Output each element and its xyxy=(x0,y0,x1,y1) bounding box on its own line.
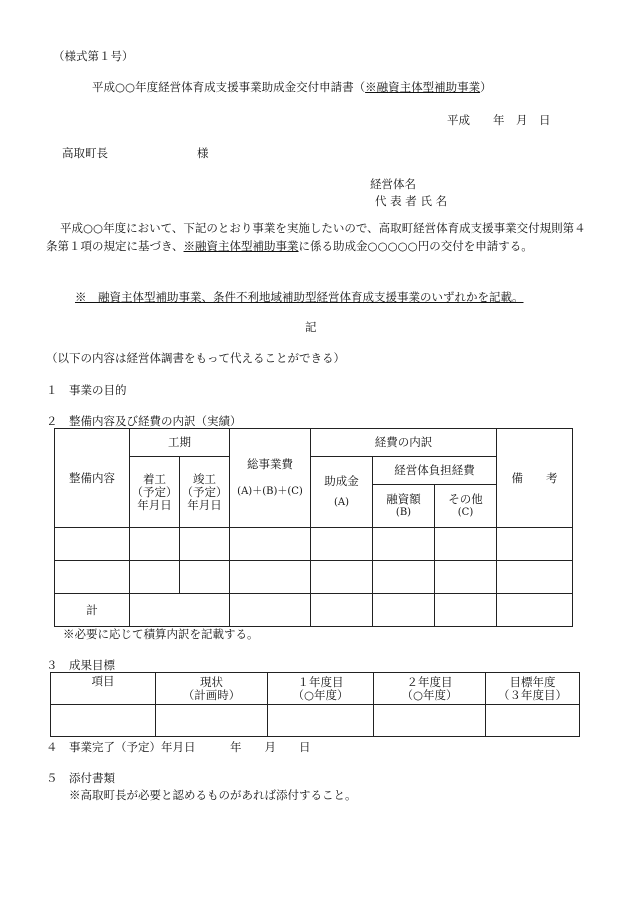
header-end-date: 年月日 xyxy=(187,497,222,512)
ki-heading: 記 xyxy=(305,320,317,334)
header-start-plan: （予定） xyxy=(131,484,178,499)
header-total xyxy=(230,429,311,528)
section2-note: ※必要に応じて積算内訳を記載する。 xyxy=(63,627,259,641)
header-current-label: 現状 xyxy=(200,674,223,689)
header-current xyxy=(156,673,268,705)
header-start xyxy=(130,457,180,528)
expense-table xyxy=(54,428,573,627)
section2-title: ２ 整備内容及び経費の内訳（実績） xyxy=(46,414,242,428)
header-other xyxy=(435,485,497,528)
table-row xyxy=(51,705,580,737)
header-total-formula: (A)＋(B)＋(C) xyxy=(237,486,303,497)
header-loan-code: (B) xyxy=(395,507,412,518)
header-burden: 経営体負担経費 xyxy=(373,457,497,485)
form-number: （様式第１号） xyxy=(53,49,134,63)
header-subsidy-label: 助成金 xyxy=(324,474,359,488)
header-year1-label: １年度目 xyxy=(297,674,344,689)
total-label: 計 xyxy=(55,594,130,627)
title-prefix: 平成○○年度経営体育成支援事業助成金交付申請書（ xyxy=(92,80,366,94)
table-total-row xyxy=(55,594,573,627)
body-part2: に係る助成金○○○○○円の交付を申請する。 xyxy=(298,239,533,253)
table-row xyxy=(55,561,573,594)
applicant-rep-label: 代 表 者 氏 名 xyxy=(375,194,448,208)
substitute-note: （以下の内容は経営体調書をもって代えることができる） xyxy=(46,351,345,365)
header-item: 項目 xyxy=(51,673,156,705)
section4-line: ４ 事業完了（予定）年月日 年 月 日 xyxy=(46,740,311,754)
header-end-label: 竣工 xyxy=(193,471,216,486)
applicant-org-label: 経営体名 xyxy=(370,177,416,191)
header-target-label: 目標年度 xyxy=(509,674,556,689)
header-loan-label: 融資額 xyxy=(386,492,421,506)
section5-note: ※高取町長が必要と認めるものがあれば添付すること。 xyxy=(69,788,357,802)
header-start-label: 着工 xyxy=(143,471,166,486)
table-row xyxy=(55,528,573,561)
body-paragraph xyxy=(46,219,586,255)
header-other-code: (C) xyxy=(457,507,474,518)
header-year2 xyxy=(374,673,486,705)
header-year2-label: ２年度目 xyxy=(406,674,453,689)
title-suffix: ） xyxy=(480,80,492,94)
header-end xyxy=(180,457,230,528)
header-loan xyxy=(373,485,435,528)
date-line: 平成 年 月 日 xyxy=(447,113,551,127)
header-start-date: 年月日 xyxy=(137,497,172,512)
header-end-plan: （予定） xyxy=(181,484,228,499)
header-current-sub: （計画時） xyxy=(182,687,241,702)
header-total-label: 総事業費 xyxy=(247,457,293,471)
page-title xyxy=(92,79,492,95)
header-subsidy xyxy=(311,457,373,528)
header-target xyxy=(486,673,580,705)
header-other-label: その他 xyxy=(448,492,483,506)
header-content: 整備内容 xyxy=(55,429,130,528)
header-breakdown: 経費の内訳 xyxy=(311,429,497,457)
header-target-sub: （３年度目） xyxy=(498,687,567,702)
notice-note: ※ 融資主体型補助事業、条件不利地域補助型経営体育成支援事業のいずれかを記載。 xyxy=(75,290,524,304)
body-underlined: ※融資主体型補助事業 xyxy=(183,239,299,253)
target-table xyxy=(50,672,580,737)
section1-title: １ 事業の目的 xyxy=(46,383,127,397)
header-period: 工期 xyxy=(130,429,230,457)
header-year2-sub: （○年度） xyxy=(401,687,458,702)
section5-title: ５ 添付書類 xyxy=(46,771,115,785)
title-underlined: ※融資主体型補助事業 xyxy=(365,80,481,94)
header-year1 xyxy=(268,673,374,705)
addressee-name: 高取町長 xyxy=(62,146,108,160)
addressee-honorific: 様 xyxy=(197,146,209,160)
body-part1: 平成○○年度において、下記のとおり事業を実施したいので、高取町経営体育成支援事業交付規則第４条第１項の規定に基づき、 xyxy=(46,221,586,253)
header-remarks: 備 考 xyxy=(497,429,573,528)
header-subsidy-code: (A) xyxy=(333,497,350,508)
header-year1-sub: （○年度） xyxy=(292,687,349,702)
section3-title: ３ 成果目標 xyxy=(46,658,115,672)
